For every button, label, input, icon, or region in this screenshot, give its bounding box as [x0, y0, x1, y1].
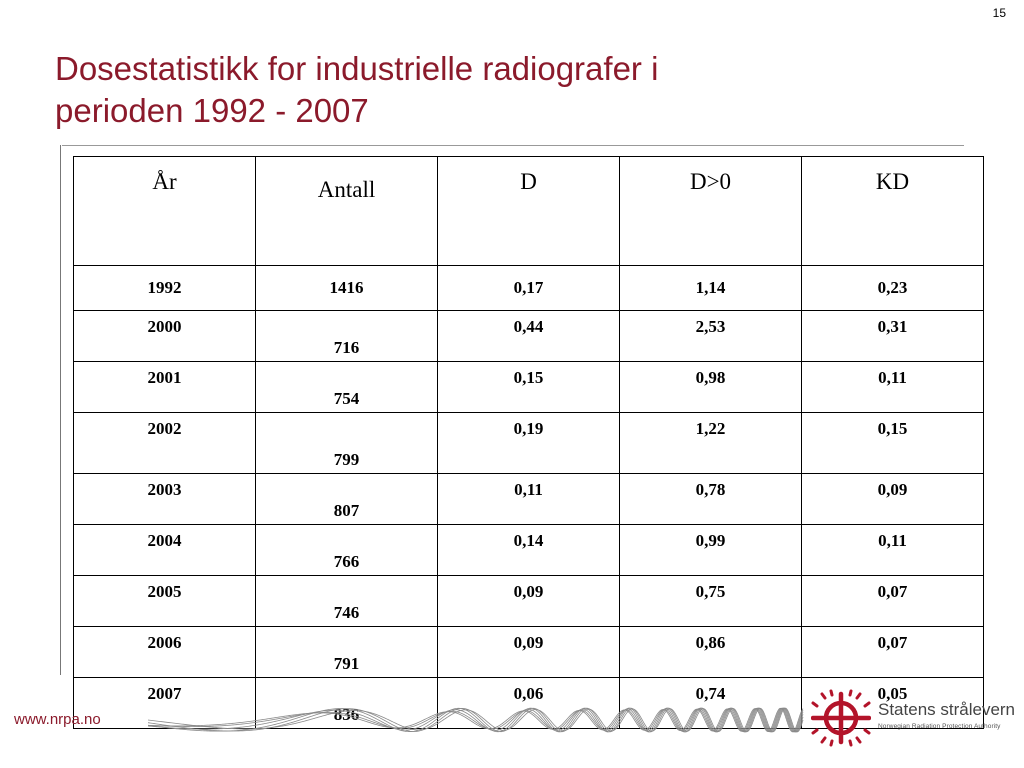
- table-header-row: [74, 157, 984, 266]
- cell-year: 2000: [74, 311, 256, 362]
- header-year: År: [74, 157, 256, 266]
- cell-count: 1416: [256, 266, 438, 311]
- cell-kd: 0,23: [802, 266, 984, 311]
- slide-title: Dosestatistikk for industrielle radiografer i perioden 1992 - 2007: [55, 50, 659, 129]
- header-kd: KD: [802, 157, 984, 266]
- dose-statistics-table: [73, 156, 984, 729]
- cell-year: 2007: [74, 678, 256, 729]
- title-divider: [62, 145, 964, 146]
- cell-d-positive: 1,14: [620, 266, 802, 311]
- cell-count: 799: [256, 413, 438, 474]
- table-row: [74, 311, 984, 362]
- table-row: [74, 474, 984, 525]
- header-d-positive: D>0: [620, 157, 802, 266]
- cell-kd: 0,11: [802, 362, 984, 413]
- header-d: D: [438, 157, 620, 266]
- cell-d-positive: 0,75: [620, 576, 802, 627]
- cell-kd: 0,07: [802, 627, 984, 678]
- sun-cross-logo-icon: [811, 688, 871, 748]
- cell-year: 2002: [74, 413, 256, 474]
- cell-count: 836: [256, 678, 438, 729]
- cell-d: 0,17: [438, 266, 620, 311]
- cell-d: 0,06: [438, 678, 620, 729]
- cell-kd: 0,31: [802, 311, 984, 362]
- table-row: [74, 266, 984, 311]
- cell-d-positive: 0,86: [620, 627, 802, 678]
- cell-d-positive: 1,22: [620, 413, 802, 474]
- cell-d: 0,14: [438, 525, 620, 576]
- page-number: 15: [992, 6, 1006, 20]
- cell-d: 0,11: [438, 474, 620, 525]
- cell-year: 2005: [74, 576, 256, 627]
- cell-year: 1992: [74, 266, 256, 311]
- table-body: [74, 266, 984, 729]
- table-row: [74, 362, 984, 413]
- cell-d-positive: 0,78: [620, 474, 802, 525]
- cell-kd: 0,05: [802, 678, 984, 729]
- cell-d-positive: 0,74: [620, 678, 802, 729]
- cell-d-positive: 0,98: [620, 362, 802, 413]
- cell-count: 791: [256, 627, 438, 678]
- cell-kd: 0,15: [802, 413, 984, 474]
- cell-d: 0,09: [438, 576, 620, 627]
- cell-kd: 0,07: [802, 576, 984, 627]
- cell-count: 766: [256, 525, 438, 576]
- cell-d: 0,19: [438, 413, 620, 474]
- cell-year: 2003: [74, 474, 256, 525]
- cell-year: 2004: [74, 525, 256, 576]
- cell-count: 746: [256, 576, 438, 627]
- cell-kd: 0,11: [802, 525, 984, 576]
- organization-name: Statens strålevern: [878, 700, 1016, 719]
- footer-url[interactable]: www.nrpa.no: [14, 711, 101, 728]
- table-row: [74, 413, 984, 474]
- waveform-decoration-icon: [148, 690, 808, 750]
- header-count: Antall: [256, 157, 438, 266]
- cell-d: 0,44: [438, 311, 620, 362]
- cell-year: 2006: [74, 627, 256, 678]
- cell-year: 2001: [74, 362, 256, 413]
- cell-count: 716: [256, 311, 438, 362]
- cell-d: 0,09: [438, 627, 620, 678]
- cell-d: 0,15: [438, 362, 620, 413]
- cell-count: 754: [256, 362, 438, 413]
- cell-d-positive: 0,99: [620, 525, 802, 576]
- cell-kd: 0,09: [802, 474, 984, 525]
- cell-count: 807: [256, 474, 438, 525]
- table-row: [74, 576, 984, 627]
- table-row: [74, 627, 984, 678]
- left-divider: [60, 145, 61, 675]
- cell-d-positive: 2,53: [620, 311, 802, 362]
- organization-subtitle: Norwegian Radiation Protection Authority: [878, 723, 1001, 730]
- table-row: [74, 525, 984, 576]
